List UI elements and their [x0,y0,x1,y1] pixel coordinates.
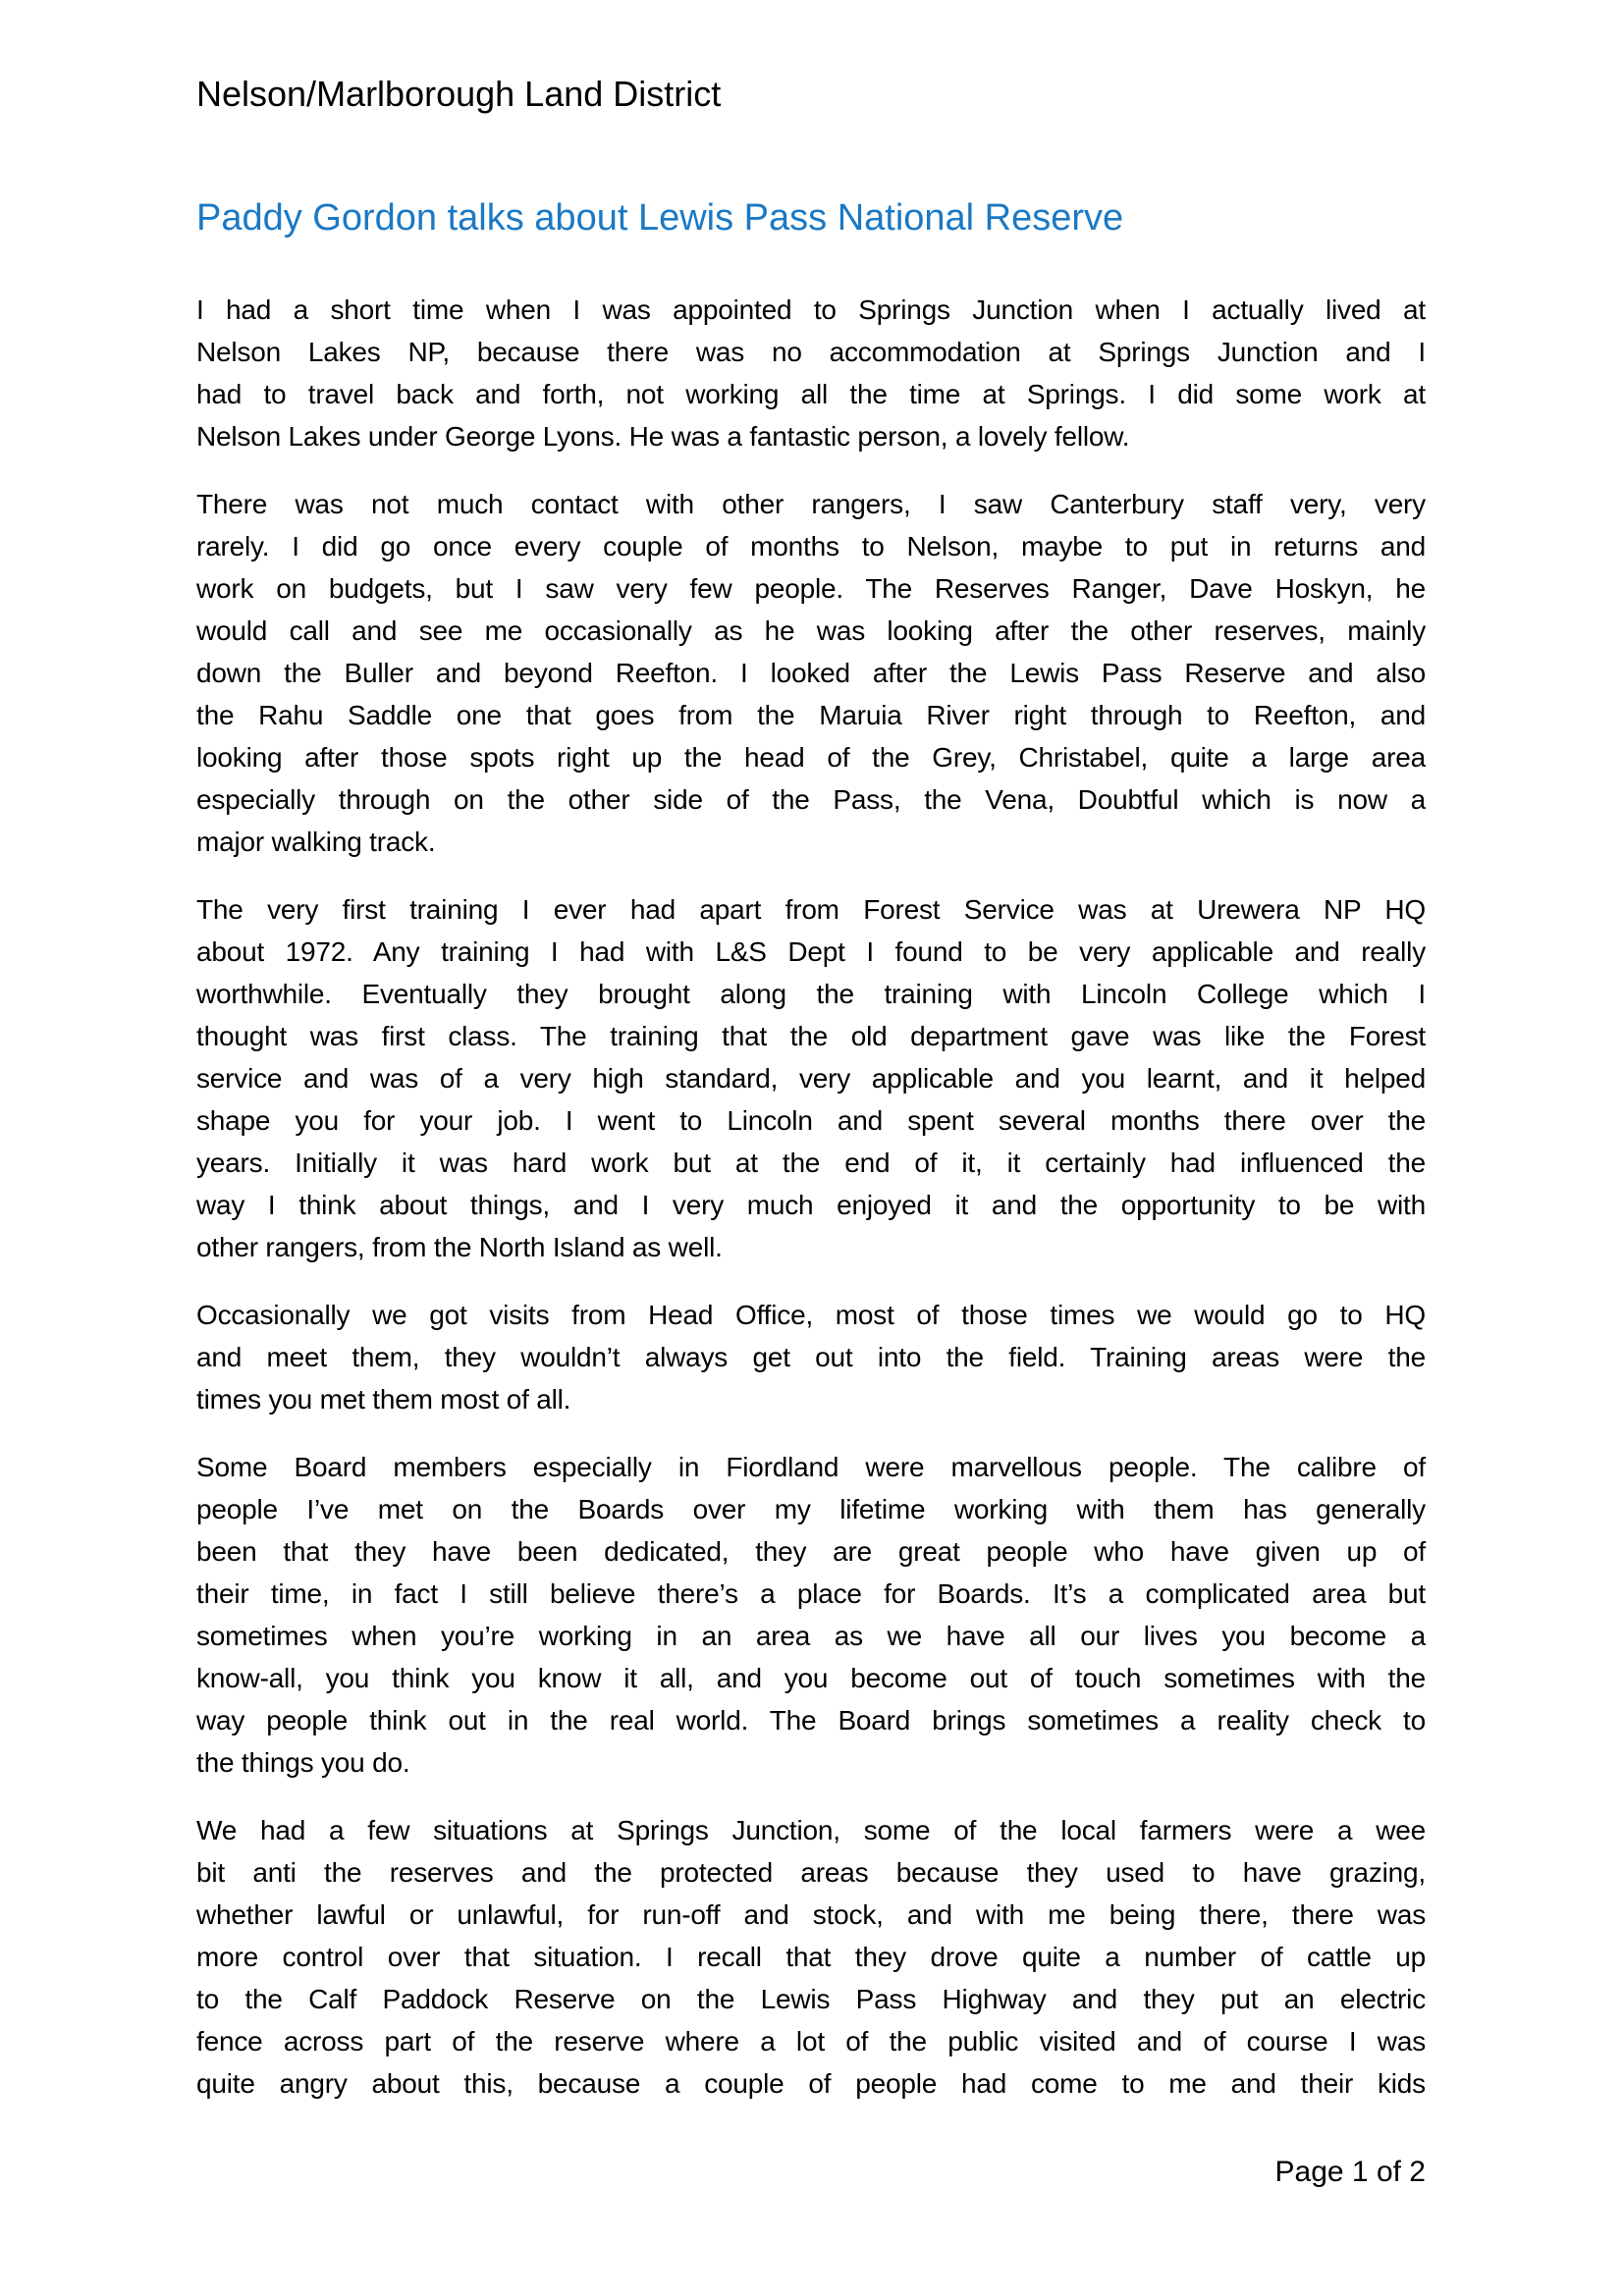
paragraph-line: worthwhile. Eventually they brought along the training with Lincoln College which I [196,979,1426,1009]
paragraph-line: sometimes when you’re working in an area as we have all our lives you become a [196,1621,1426,1651]
paragraph-line: the Rahu Saddle one that goes from the Maruia River right through to Reefton, and [196,700,1426,730]
paragraph-line: and meet them, they wouldn’t always get out into the field. Training areas were the [196,1342,1426,1372]
paragraph-line: We had a few situations at Springs Junction, some of the local farmers were a wee [196,1815,1426,1845]
paragraph-line: know-all, you think you know it all, and you become out of touch sometimes with the [196,1663,1426,1693]
paragraph-line: fence across part of the reserve where a lot of the public visited and of course I was [196,2026,1426,2056]
paragraph-line: rarely. I did go once every couple of months to Nelson, maybe to put in returns and [196,531,1426,561]
paragraph [196,289,1426,457]
paragraph-line: especially through on the other side of the Pass, the Vena, Doubtful which is now a [196,784,1426,815]
paragraph-line: looking after those spots right up the head of the Grey, Christabel, quite a large area [196,742,1426,773]
paragraph-line: thought was first class. The training that the old department gave was like the Forest [196,1021,1426,1051]
paragraph-line: bit anti the reserves and the protected areas because they used to have grazing, [196,1857,1426,1888]
paragraph-line: I had a short time when I was appointed to Springs Junction when I actually lived at [196,294,1426,325]
paragraph-line: Nelson Lakes NP, because there was no accommodation at Springs Junction and I [196,337,1426,367]
paragraph-line: their time, in fact I still believe there’s a place for Boards. It’s a complicated area but [196,1578,1426,1609]
paragraph-line: the things you do. [196,1747,410,1778]
page-number: Page 1 of 2 [1274,2156,1426,2188]
paragraph [196,1294,1426,1420]
paragraph-line: would call and see me occasionally as he was looking after the other reserves, mainly [196,615,1426,646]
paragraph [196,1446,1426,1784]
paragraph-line: to the Calf Paddock Reserve on the Lewis Pass Highway and they put an electric [196,1984,1426,2014]
paragraph-line: work on budgets, but I saw very few people. The Reserves Ranger, Dave Hoskyn, he [196,573,1426,604]
paragraph-line: people I’ve met on the Boards over my lifetime working with them has generally [196,1494,1426,1524]
paragraph-line: quite angry about this, because a couple of people had come to me and their kids [196,2068,1426,2099]
paragraph-line: major walking track. [196,827,436,857]
paragraph-line: times you met them most of all. [196,1384,571,1415]
document-body [196,289,1426,2130]
paragraph-line: Occasionally we got visits from Head Office, most of those times we would go to HQ [196,1300,1426,1330]
document-header: Nelson/Marlborough Land District [196,74,722,114]
paragraph-line: way I think about things, and I very much enjoyed it and the opportunity to be with [196,1190,1426,1220]
paragraph-line: shape you for your job. I went to Lincoln and spent several months there over the [196,1105,1426,1136]
paragraph [196,483,1426,863]
paragraph-line: Nelson Lakes under George Lyons. He was a fantastic person, a lovely fellow. [196,421,1130,452]
paragraph-line: The very first training I ever had apart from Forest Service was at Urewera NP HQ [196,894,1426,925]
paragraph-line: more control over that situation. I recall that they drove quite a number of cattle up [196,1942,1426,1972]
paragraph-line: There was not much contact with other rangers, I saw Canterbury staff very, very [196,489,1426,519]
paragraph-line: years. Initially it was hard work but at the end of it, it certainly had influenced the [196,1148,1426,1178]
paragraph-line: had to travel back and forth, not working all the time at Springs. I did some work at [196,379,1426,409]
paragraph-line: whether lawful or unlawful, for run-off and stock, and with me being there, there was [196,1899,1426,1930]
document-title: Paddy Gordon talks about Lewis Pass National Reserve [196,197,1124,239]
paragraph [196,1809,1426,2105]
paragraph-line: other rangers, from the North Island as well. [196,1232,723,1262]
paragraph-line: been that they have been dedicated, they are great people who have given up of [196,1536,1426,1567]
paragraph-line: way people think out in the real world. The Board brings sometimes a reality check to [196,1705,1426,1735]
paragraph [196,888,1426,1268]
paragraph-line: about 1972. Any training I had with L&S Dept I found to be very applicable and really [196,936,1426,967]
paragraph-line: service and was of a very high standard, very applicable and you learnt, and it helped [196,1063,1426,1094]
paragraph-line: Some Board members especially in Fiordland were marvellous people. The calibre of [196,1452,1426,1482]
paragraph-line: down the Buller and beyond Reefton. I looked after the Lewis Pass Reserve and also [196,658,1426,688]
